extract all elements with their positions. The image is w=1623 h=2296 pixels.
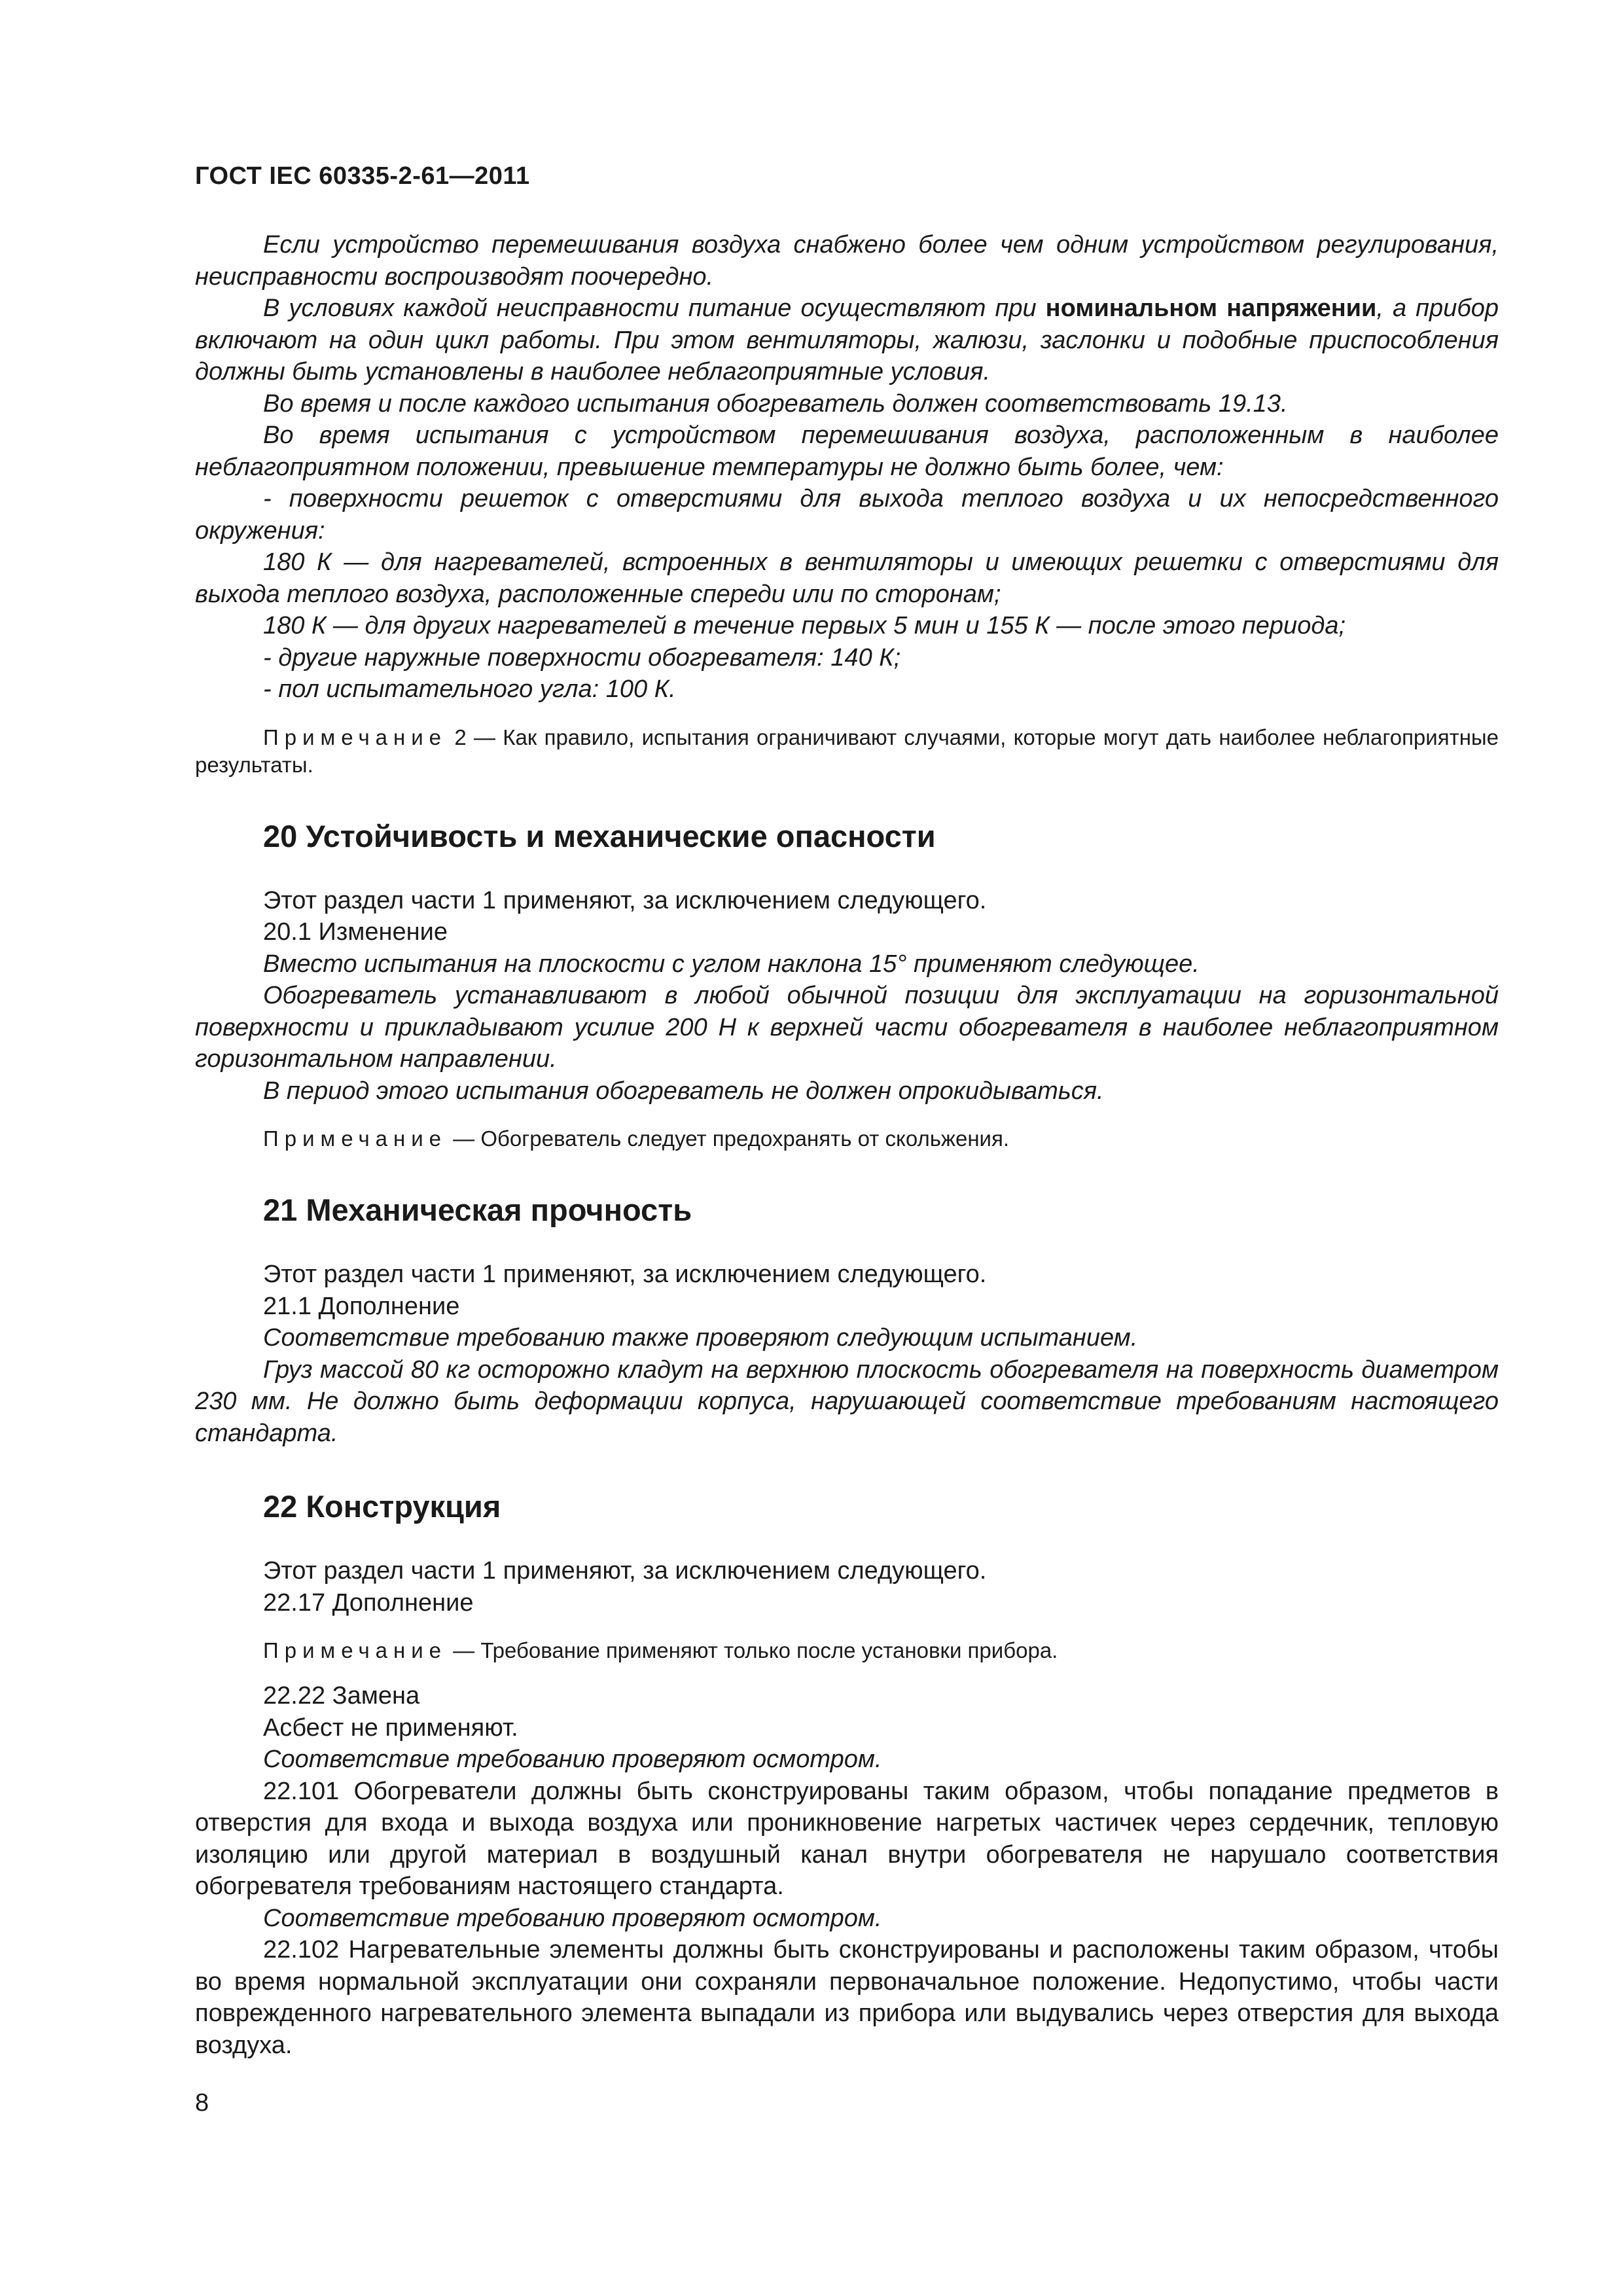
paragraph: Этот раздел части 1 применяют, за исключением следующего.: [263, 1261, 987, 1288]
note-label: Примечание: [263, 1638, 448, 1662]
clause-heading: 21.1 Дополнение: [263, 1292, 460, 1320]
paragraph: [195, 293, 1499, 388]
standard-header: ГОСТ IEC 60335-2-61—2011: [195, 162, 530, 190]
note-text: — Обогреватель следует предохранять от скольжения.: [447, 1126, 1010, 1151]
paragraph: 22.101 Обогреватели должны быть сконструированы таким образом, чтобы попадание предметов в отверстия для входа и выхода воздуха или проникновение нагретых частичек через сердечник, тепловую изоляцию или другой материал в воздушный канал внутри обогревателя не нарушало соответствия обогревателя требованиям настоящего стандарта.: [195, 1777, 1499, 1900]
paragraph: Соответствие требованию проверяют осмотром.: [263, 1904, 882, 1932]
paragraph: Груз массой 80 кг осторожно кладут на верхнюю плоскость обогревателя на поверхность диаметром 230 мм. Не должно быть деформации корпуса, нарушающей соответствие требованиям настоящего стандарта.: [195, 1355, 1499, 1447]
section-20-title: 20 Устойчивость и механические опасности: [263, 818, 936, 853]
paragraph: Этот раздел части 1 применяют, за исключением следующего.: [263, 886, 987, 914]
document-body: [195, 229, 1499, 2061]
paragraph: Вместо испытания на плоскости с углом наклона 15° применяют следующее.: [263, 950, 1200, 978]
paragraph: 22.102 Нагревательные элементы должны быть сконструированы и расположены таким образом, чтобы во время нормальной эксплуатации они сохраняли первоначальное положение. Недопустимо, чтобы части поврежденного нагревательного элемента выпадали из прибора или выдувались через отверстия для выхода воздуха.: [195, 1936, 1499, 2059]
defined-term: номинальном напряжении: [1045, 295, 1377, 322]
section-21-title: 21 Механическая прочность: [263, 1193, 692, 1227]
page-number: 8: [195, 2089, 209, 2117]
paragraph: 180 К — для нагревателей, встроенных в вентиляторы и имеющих решетки с отверстиями для выхода теплого воздуха, расположенные спереди или по сторонам;: [195, 548, 1499, 608]
paragraph: Соответствие требованию проверяют осмотром.: [263, 1746, 882, 1773]
paragraph: Во время и после каждого испытания обогреватель должен соответствовать 19.13.: [263, 389, 1288, 418]
note: [195, 1125, 1499, 1153]
note-label: Примечание: [263, 1126, 448, 1151]
clause-heading: 22.22 Замена: [263, 1682, 420, 1710]
list-item: - другие наружные поверхности обогревателя: 140 К;: [263, 643, 901, 672]
note: [195, 1637, 1499, 1664]
section-22-title: 22 Конструкция: [263, 1489, 501, 1524]
clause-heading: 20.1 Изменение: [263, 918, 448, 946]
text-run: , а прибор включают на один цикл работы. При этом вентиляторы, жалюзи, заслонки и подобные приспособления должны быть установлены в наиболее неблагоприятные условия.: [195, 295, 1499, 386]
note-text: 2 — Как правило, испытания ограничивают случаями, которые могут дать наиболее неблагоприятные результаты.: [195, 725, 1499, 777]
note-text: — Требование применяют только после установки прибора.: [447, 1638, 1058, 1662]
text-run: В условиях каждой неисправности питание осуществляют при: [263, 295, 1046, 322]
list-item: - поверхности решеток с отверстиями для выхода теплого воздуха и их непосредственного окружения:: [195, 485, 1499, 545]
note: [195, 724, 1499, 779]
paragraph: В период этого испытания обогреватель не должен опрокидываться.: [263, 1077, 1104, 1105]
paragraph: Во время испытания с устройством перемешивания воздуха, расположенным в наиболее неблагоприятном положении, превышение температуры не должно быть более, чем:: [195, 422, 1499, 481]
note-label: Примечание: [263, 725, 448, 749]
paragraph: Асбест не применяют.: [263, 1713, 518, 1742]
clause-heading: 22.17 Дополнение: [263, 1588, 474, 1617]
paragraph: Этот раздел части 1 применяют, за исключением следующего.: [263, 1557, 987, 1585]
paragraph: Соответствие требованию также проверяют следующим испытанием.: [263, 1324, 1138, 1352]
list-item: - пол испытательного угла: 100 К.: [263, 675, 676, 703]
paragraph: Обогреватель устанавливают в любой обычной позиции для эксплуатации на горизонтальной поверхности и прикладывают усилие 200 Н к верхней части обогревателя в наиболее неблагоприятном горизонтальном направлении.: [195, 982, 1499, 1073]
paragraph: 180 К — для других нагревателей в течение первых 5 мин и 155 К — после этого периода;: [263, 612, 1346, 639]
paragraph: Если устройство перемешивания воздуха снабжено более чем одним устройством регулирования, неисправности воспроизводят поочередно.: [195, 231, 1499, 291]
